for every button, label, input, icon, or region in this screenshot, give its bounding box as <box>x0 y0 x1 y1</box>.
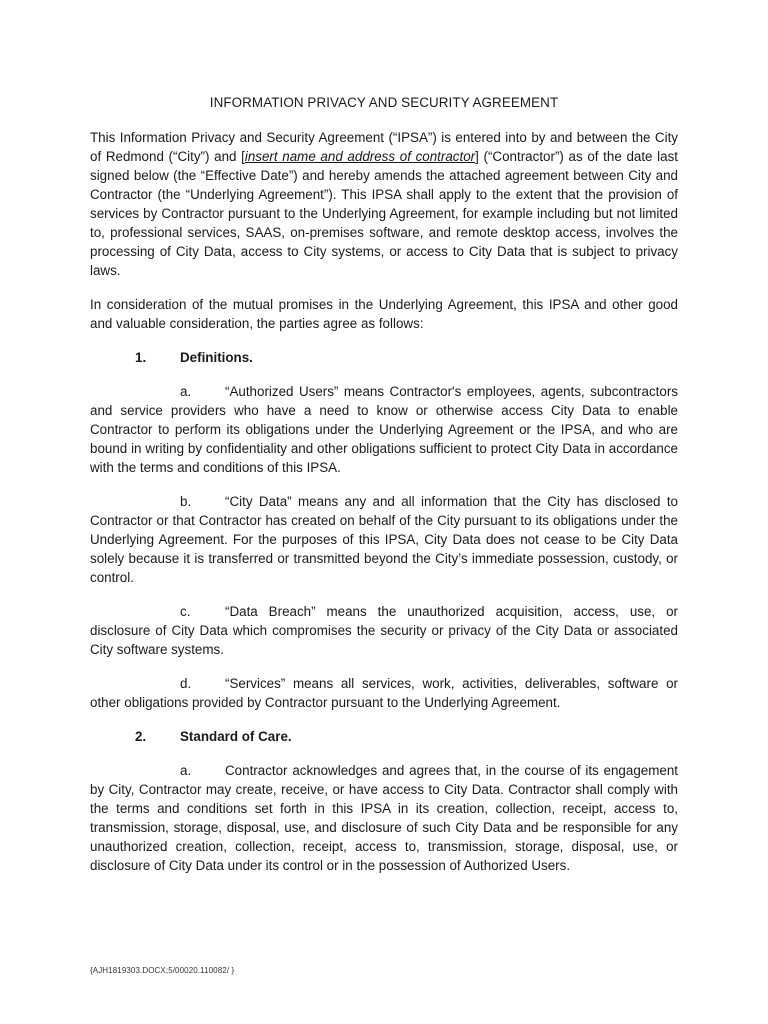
definition-data-breach <box>90 602 678 659</box>
definition-text: “Data Breach” means the unauthorized acquisition, access, use, or disclosure of City Data which compromises the security or privacy of the City Data or associated City software systems. <box>90 604 678 657</box>
clause-text: Contractor acknowledges and agrees that, in the course of its engagement by City, Contractor may create, receive, or have access to City Data. Contractor shall comply with the terms and conditions set forth in this IPSA in its creation, collection, receipt, access to, transmission, storage, disposal, use, and disclosure of such City Data and be responsible for any unauthorized creation, collection, receipt, access to, transmission, storage, disposal, use, or disclosure of City Data under its control or in the possession of Authorized Users. <box>90 763 678 873</box>
document-page <box>90 93 678 890</box>
definition-authorized-users <box>90 382 678 477</box>
clause-label: a. <box>180 763 192 778</box>
section-1-heading <box>90 348 678 367</box>
definition-label: a. <box>180 384 192 399</box>
intro-text-2: ] (“Contractor”) as of the date last signed below (the “Effective Date”) and hereby amends the attached agreement between City and Contractor (the “Underlying Agreement”). This IPSA shall apply to the extent that the provision of services by Contractor pursuant to the Underlying Agreement, for example including but not limited to, professional services, SAAS, on-premises software, and remote desktop access, involves the processing of City Data, access to City systems, or access to City Data that is subject to privacy laws. <box>90 149 679 278</box>
section-2-number: 2. <box>135 729 147 744</box>
definition-label: b. <box>180 494 192 509</box>
definition-label: c. <box>180 604 191 619</box>
definition-label: d. <box>180 676 192 691</box>
contractor-placeholder: insert name and address of contractor <box>244 149 476 164</box>
section-1-title: Definitions. <box>180 350 253 365</box>
document-title: INFORMATION PRIVACY AND SECURITY AGREEMENT <box>209 95 559 110</box>
standard-of-care-a <box>90 761 678 875</box>
definition-text: “City Data” means any and all information that the City has disclosed to Contractor or that Contractor has created on behalf of the City pursuant to its obligations under the Underlying Agreement. For the purposes of this IPSA, City Data does not cease to be City Data solely because it is transferred or transmitted beyond the City’s immediate possession, custody, or control. <box>90 494 678 585</box>
intro-paragraph <box>90 128 678 280</box>
definition-text: “Authorized Users” means Contractor's employees, agents, subcontractors and service providers who have a need to know or otherwise access City Data to enable Contractor to perform its obligations under the Underlying Agreement or the IPSA, and who are bound in writing by confidentiality and other obligations sufficient to protect City Data in accordance with the terms and conditions of this IPSA. <box>90 384 678 475</box>
consideration-paragraph: In consideration of the mutual promises in the Underlying Agreement, this IPSA and other good and valuable consideration, the parties agree as follows: <box>90 297 678 331</box>
section-2-title: Standard of Care. <box>180 729 292 744</box>
section-1-number: 1. <box>135 350 147 365</box>
definition-services <box>90 674 678 712</box>
definition-city-data <box>90 492 678 587</box>
document-footer-id: {AJH1819303.DOCX;5/00020.110082/ } <box>90 966 235 975</box>
section-2-heading <box>90 727 678 746</box>
intro-text-1: This Information Privacy and Security Agreement (“IPSA”) is entered into by and between the City of Redmond (“City”) and [ <box>90 130 678 164</box>
definition-text: “Services” means all services, work, activities, deliverables, software or other obligations provided by Contractor pursuant to the Underlying Agreement. <box>90 676 678 710</box>
